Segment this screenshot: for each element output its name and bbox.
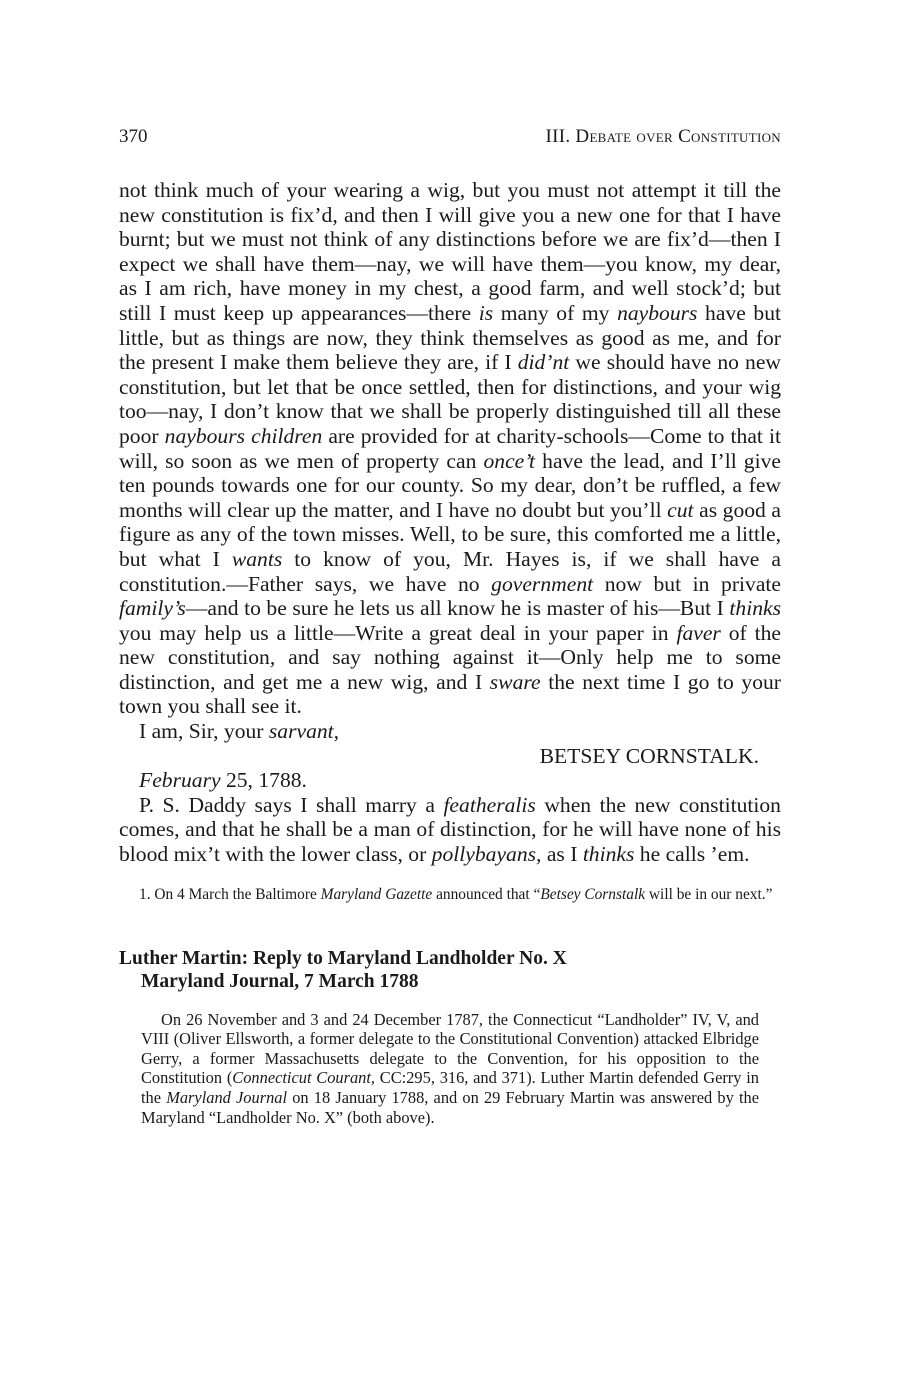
italic-run: naybours <box>617 300 698 325</box>
italic-run: Maryland Gazette <box>320 885 433 903</box>
italic-run: Maryland Journal <box>166 1088 288 1107</box>
italic-run: sware <box>489 669 541 694</box>
running-head <box>119 126 781 162</box>
page-number: 370 <box>119 126 148 147</box>
letter-paragraph: not think much of your wearing a wig, but you must not attempt it till the new constitution is fix’d, and then I will give you a new one for that I have burnt; but we must not think of any distinctions before we are fix’d—then I expect we shall have them—nay, we will have them—you know, my dear, as I am rich, have money in my chest, a good farm, and well stock’d; but still I must keep up appearances—there is many of my naybours have but little, but as things are now, they think themselves as good as me, and for the present I make them believe they are, if I did’nt we should have no new constitution, but let that be once settled, then for distinctions, and your wig too—nay, I don’t know that we shall be properly distinguished till all these poor naybours children are provided for at charity-schools—Come to that it will, so soon as we men of property can once’t have the lead, and I’ll give ten pounds towards one for our county. So my dear, don’t be ruffled, a few months will clear up the matter, and I have no doubt but you’ll cut as good a figure as any of the town misses. Well, to be sure, this comforted me a little, but what I wants to know of you, Mr. Hayes is, if we shall have a constitution.—Father says, we have no government now but in private family’s—and to be sure he lets us all know he is master of his—But I thinks you may help us a little—Write a great deal in your paper in faver of the new constitution, and say nothing against it—Only help me to some distinction, and get me a new wig, and I sware the next time I go to your town you shall see it. <box>119 178 782 719</box>
italic-run: sarvant, <box>268 719 340 744</box>
italic-run: thinks <box>582 842 635 867</box>
letter-date: February 25, 1788. <box>139 768 307 793</box>
headnote: On 26 November and 3 and 24 December 1787, the Connecticut “Landholder” IV, V, and VIII (Oliver Ellsworth, a former delegate to the Constitutional Convention) attacked Elbridge Gerry, a former Massachusetts delegate to the Convention, for his opposition to the Constitution (Connecticut Courant, CC:295, 316, and 371). Luther Martin defended Gerry in the Maryland Journal on 18 January 1788, and on 29 February Martin was answered by the Maryland “Landholder No. X” (both above). <box>141 1009 759 1127</box>
italic-run: Connecticut Courant, <box>232 1068 376 1088</box>
italic-run: cut <box>667 497 694 522</box>
italic-run: Betsey Cornstalk <box>540 885 646 903</box>
document-heading-title: Luther Martin: Reply to Maryland Landholder No. X <box>119 947 567 969</box>
italic-run: thinks <box>729 596 781 621</box>
italic-run: February <box>139 768 221 793</box>
italic-run: wants <box>231 546 283 571</box>
italic-run: is <box>478 300 494 325</box>
document-heading <box>119 947 781 994</box>
letter-postscript: P. S. Daddy says I shall marry a featheralis when the new constitution comes, and that he shall be a man of distinction, for he will have none of his blood mix’t with the lower class, or pollybayans, as I thinks he calls ’em. <box>119 792 781 867</box>
footnote: 1. On 4 March the Baltimore Maryland Gazette announced that “Betsey Cornstalk will be in our next.” <box>139 885 773 903</box>
italic-run: faver <box>676 620 721 645</box>
italic-run: family’s <box>119 596 186 621</box>
italic-run: featheralis <box>443 792 536 817</box>
italic-run: naybours children <box>164 423 323 448</box>
running-head-title: III. Debate over Constitution <box>545 126 781 147</box>
letter-body <box>119 178 781 867</box>
italic-run: pollybayans, <box>431 842 542 867</box>
italic-run: once’t <box>483 448 536 473</box>
page <box>119 126 781 1127</box>
italic-run: government <box>491 571 594 596</box>
letter-closing: I am, Sir, your sarvant, <box>139 719 340 744</box>
document-heading-source: Maryland Journal, 7 March 1788 <box>141 971 419 993</box>
letter-signature: BETSEY CORNSTALK. <box>539 743 759 768</box>
italic-run: did’nt <box>517 350 570 375</box>
